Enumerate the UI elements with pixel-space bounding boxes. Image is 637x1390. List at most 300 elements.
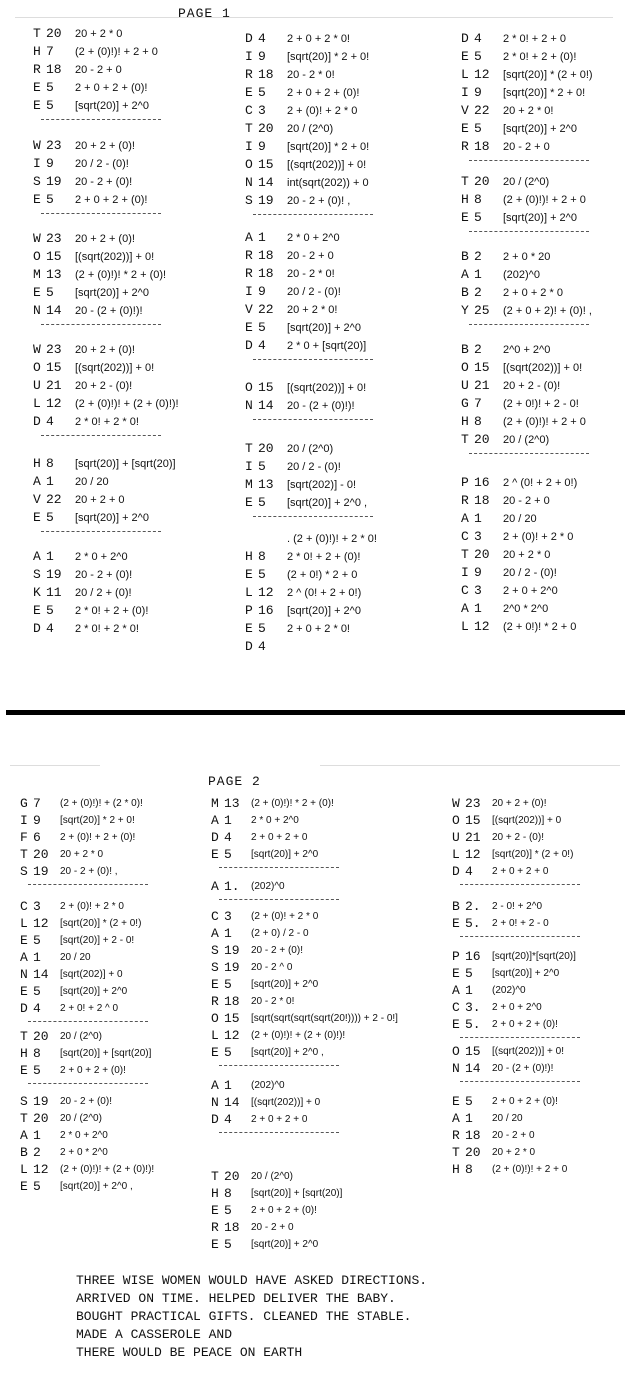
number: 5 bbox=[474, 49, 482, 64]
number: 1 bbox=[465, 1111, 473, 1126]
letter: E bbox=[452, 1094, 460, 1109]
number: 8 bbox=[46, 456, 54, 471]
number: 13 bbox=[46, 267, 62, 282]
number: 19 bbox=[224, 960, 240, 975]
expression: 2 * 0 + 2^0 bbox=[75, 551, 128, 563]
letter: D bbox=[33, 621, 41, 636]
letter: R bbox=[211, 994, 219, 1009]
number: 5 bbox=[33, 1179, 41, 1194]
number: 7 bbox=[33, 796, 41, 811]
page-two-title: PAGE 2 bbox=[208, 774, 261, 789]
number: 23 bbox=[465, 796, 481, 811]
separator bbox=[41, 324, 161, 325]
number: 22 bbox=[46, 492, 62, 507]
separator bbox=[219, 1065, 339, 1066]
expression: 20 / (2^0) bbox=[60, 1113, 102, 1124]
expression: 2 + 0 + 2 + (0)! bbox=[60, 1065, 126, 1076]
number: 4 bbox=[258, 639, 266, 654]
number: 5 bbox=[46, 98, 54, 113]
number: 9 bbox=[474, 565, 482, 580]
letter: E bbox=[245, 320, 253, 335]
number: 21 bbox=[46, 378, 62, 393]
letter: E bbox=[461, 210, 469, 225]
letter: T bbox=[20, 847, 28, 862]
letter: N bbox=[245, 398, 253, 413]
expression: 20 + 2 - (0)! bbox=[503, 380, 561, 392]
number: 1 bbox=[33, 950, 41, 965]
number: 19 bbox=[33, 1094, 49, 1109]
letter: I bbox=[33, 156, 41, 171]
expression: 20 / 2 - (0)! bbox=[287, 461, 341, 473]
number: 5 bbox=[224, 1203, 232, 1218]
letter: O bbox=[245, 157, 253, 172]
separator bbox=[41, 213, 161, 214]
number: 20 bbox=[474, 432, 490, 447]
expression: 20 / 20 bbox=[492, 1113, 523, 1124]
expression: 20 - (2 + (0)!)! bbox=[287, 400, 355, 412]
expression: 20 - 2 * 0! bbox=[287, 268, 335, 280]
expression: 20 - 2 + (0)! bbox=[75, 176, 133, 188]
number: 3 bbox=[224, 909, 232, 924]
letter: O bbox=[211, 1011, 219, 1026]
number: 12 bbox=[465, 847, 481, 862]
expression: 2 + 0 + 2 + (0)! bbox=[492, 1019, 558, 1030]
letter: G bbox=[20, 796, 28, 811]
letter: U bbox=[461, 378, 469, 393]
letter: E bbox=[20, 1179, 28, 1194]
letter: H bbox=[461, 192, 469, 207]
expression: (2 + (0)!)! + (2 + (0)!)! bbox=[60, 1164, 155, 1175]
expression: [sqrt(20)] + 2^0 bbox=[503, 123, 577, 135]
letter: I bbox=[20, 813, 28, 828]
expression: (2 + 0!)! * 2 + 0 bbox=[503, 621, 577, 633]
letter: R bbox=[211, 1220, 219, 1235]
separator bbox=[460, 1037, 580, 1038]
closing-line-1: THREE WISE WOMEN WOULD HAVE ASKED DIRECTIONS. bbox=[76, 1273, 428, 1288]
letter: O bbox=[245, 380, 253, 395]
number: 15 bbox=[46, 249, 62, 264]
expression: (2 + (0)!)! * 2 + (0)! bbox=[251, 798, 334, 809]
letter: H bbox=[20, 1046, 28, 1061]
closing-line-4: MADE A CASSEROLE AND bbox=[76, 1327, 233, 1342]
number: 7 bbox=[46, 44, 54, 59]
number: 5 bbox=[33, 933, 41, 948]
expression: (202)^0 bbox=[492, 985, 526, 996]
number: 20 bbox=[33, 847, 49, 862]
letter: D bbox=[461, 31, 469, 46]
letter: A bbox=[33, 549, 41, 564]
letter: K bbox=[33, 585, 41, 600]
expression: [sqrt(20)] + [sqrt(20)] bbox=[75, 458, 176, 470]
number: 20 bbox=[46, 26, 62, 41]
letter: L bbox=[461, 67, 469, 82]
closing-message bbox=[76, 1272, 427, 1362]
letter: C bbox=[461, 529, 469, 544]
expression: 2 + 0 + 2 * 0! bbox=[287, 623, 350, 635]
number: 1 bbox=[465, 983, 473, 998]
number: 1 bbox=[46, 474, 54, 489]
expression: 20 / (2^0) bbox=[503, 434, 550, 446]
letter: H bbox=[461, 414, 469, 429]
separator bbox=[28, 884, 148, 885]
expression: 20 + 2 * 0 bbox=[492, 1147, 536, 1158]
number: 1 bbox=[224, 813, 232, 828]
number: 3. bbox=[465, 1000, 481, 1015]
expression: 20 / 20 bbox=[503, 513, 537, 525]
expression: (2 + (0)! + 2 * 0 bbox=[251, 911, 319, 922]
number: 8 bbox=[474, 414, 482, 429]
letter: L bbox=[211, 1028, 219, 1043]
number: 2 bbox=[474, 249, 482, 264]
expression: 20 + 2 * 0 bbox=[503, 549, 551, 561]
expression: [sqrt(20)] + 2^0 bbox=[75, 512, 149, 524]
number: 18 bbox=[258, 67, 274, 82]
letter: I bbox=[245, 139, 253, 154]
expression: 20 / (2^0) bbox=[60, 1031, 102, 1042]
expression: 2 + (0)! + 2 + (0)! bbox=[60, 832, 136, 843]
separator bbox=[41, 435, 161, 436]
number: 5. bbox=[465, 1017, 481, 1032]
number: 9 bbox=[33, 813, 41, 828]
expression: 20 - 2 + 0 bbox=[492, 1130, 535, 1141]
letter: C bbox=[452, 1000, 460, 1015]
number: 4 bbox=[33, 1001, 41, 1016]
letter: W bbox=[33, 231, 41, 246]
number: 5 bbox=[33, 1063, 41, 1078]
expression: (2 + (0)!)! + 2 + 0 bbox=[503, 194, 586, 206]
expression: [sqrt(20)] + 2^0 bbox=[251, 979, 319, 990]
letter: I bbox=[245, 284, 253, 299]
expression: (2 + (0)!)! + (2 * 0)! bbox=[60, 798, 143, 809]
expression: [sqrt(20)] + 2^0 bbox=[75, 100, 149, 112]
separator bbox=[469, 231, 589, 232]
number: 18 bbox=[224, 994, 240, 1009]
expression: . (2 + (0)!)! + 2 * 0! bbox=[287, 533, 377, 545]
number: 20 bbox=[258, 121, 274, 136]
letter: E bbox=[33, 192, 41, 207]
expression: 2 ^ (0! + 2 + 0!) bbox=[287, 587, 362, 599]
letter: D bbox=[211, 1112, 219, 1127]
letter: W bbox=[452, 796, 460, 811]
letter: P bbox=[452, 949, 460, 964]
separator bbox=[28, 1083, 148, 1084]
number: 13 bbox=[258, 477, 274, 492]
letter: E bbox=[211, 847, 219, 862]
expression: [(sqrt(202))] + 0! bbox=[503, 362, 583, 374]
expression: 20 - (2 + (0)!)! bbox=[492, 1063, 554, 1074]
expression: [sqrt(20)] + 2^0 bbox=[60, 986, 128, 997]
expression: 2 + 0! + 2 ^ 0 bbox=[60, 1003, 119, 1014]
number: 20 bbox=[465, 1145, 481, 1160]
letter: E bbox=[20, 1063, 28, 1078]
letter: L bbox=[20, 1162, 28, 1177]
expression: 2 + 0 + 2 + (0)! bbox=[75, 82, 148, 94]
expression: 20 + 2 - (0)! bbox=[492, 832, 544, 843]
letter: E bbox=[33, 98, 41, 113]
number: 21 bbox=[474, 378, 490, 393]
number: 3 bbox=[474, 529, 482, 544]
letter: C bbox=[211, 909, 219, 924]
letter: A bbox=[245, 230, 253, 245]
expression: 20 - 2 + 0 bbox=[287, 250, 334, 262]
number: 5 bbox=[258, 85, 266, 100]
number: 14 bbox=[258, 398, 274, 413]
separator bbox=[41, 119, 161, 120]
expression: [sqrt(20)] + 2^0 bbox=[287, 605, 361, 617]
number: 18 bbox=[465, 1128, 481, 1143]
number: 5 bbox=[46, 285, 54, 300]
expression: 2 + (0)! + 2 * 0 bbox=[287, 105, 358, 117]
number: 13 bbox=[224, 796, 240, 811]
number: 12 bbox=[33, 1162, 49, 1177]
letter: L bbox=[452, 847, 460, 862]
letter: P bbox=[245, 603, 253, 618]
separator bbox=[41, 531, 161, 532]
letter: E bbox=[245, 495, 253, 510]
letter: C bbox=[20, 899, 28, 914]
expression: 20 / (2^0) bbox=[503, 176, 550, 188]
letter: N bbox=[20, 967, 28, 982]
separator bbox=[460, 1081, 580, 1082]
expression: [sqrt(20)] + 2 - 0! bbox=[60, 935, 135, 946]
number: 4 bbox=[46, 414, 54, 429]
expression: [sqrt(20)] * 2 + 0! bbox=[287, 51, 370, 63]
letter: E bbox=[245, 621, 253, 636]
letter: E bbox=[245, 567, 253, 582]
expression: [sqrt(20)]*[sqrt(20)] bbox=[492, 951, 576, 962]
letter: T bbox=[20, 1111, 28, 1126]
number: 5. bbox=[465, 916, 481, 931]
letter: V bbox=[245, 302, 253, 317]
expression: 20 - 2 * 0! bbox=[251, 996, 295, 1007]
letter: T bbox=[33, 26, 41, 41]
letter: E bbox=[33, 80, 41, 95]
separator bbox=[460, 884, 580, 885]
letter: A bbox=[452, 1111, 460, 1126]
letter: E bbox=[211, 977, 219, 992]
letter: E bbox=[211, 1045, 219, 1060]
expression: int(sqrt(202)) + 0 bbox=[287, 177, 369, 189]
number: 2 bbox=[474, 342, 482, 357]
number: 1 bbox=[46, 549, 54, 564]
expression: (2 + (0)!)! + 2 + 0 bbox=[492, 1164, 568, 1175]
number: 14 bbox=[33, 967, 49, 982]
number: 1 bbox=[258, 230, 266, 245]
number: 8 bbox=[465, 1162, 473, 1177]
page-divider bbox=[6, 710, 625, 715]
number: 5 bbox=[224, 1045, 232, 1060]
letter: N bbox=[211, 1095, 219, 1110]
number: 16 bbox=[474, 475, 490, 490]
expression: 2 * 0 + [sqrt(20)] bbox=[287, 340, 367, 352]
number: 5 bbox=[258, 320, 266, 335]
number: 11 bbox=[46, 585, 62, 600]
number: 23 bbox=[46, 231, 62, 246]
number: 1 bbox=[474, 511, 482, 526]
letter: L bbox=[245, 585, 253, 600]
expression: (2 + (0)!)! * 2 + (0)! bbox=[75, 269, 167, 281]
number: 15 bbox=[474, 360, 490, 375]
number: 20 bbox=[258, 441, 274, 456]
expression: 2 + 0 + 2 * 0 bbox=[503, 287, 563, 299]
number: 4 bbox=[258, 31, 266, 46]
letter: T bbox=[245, 121, 253, 136]
letter: A bbox=[452, 983, 460, 998]
expression: 20 / (2^0) bbox=[287, 123, 334, 135]
letter: E bbox=[20, 984, 28, 999]
letter: R bbox=[245, 248, 253, 263]
number: 9 bbox=[258, 284, 266, 299]
expression: [(sqrt(202))] + 0! bbox=[287, 159, 367, 171]
letter: N bbox=[33, 303, 41, 318]
separator bbox=[469, 324, 589, 325]
number: 8 bbox=[474, 192, 482, 207]
letter: E bbox=[33, 603, 41, 618]
expression: (202)^0 bbox=[503, 269, 540, 281]
expression: 20 - 2 + 0 bbox=[503, 495, 550, 507]
expression: 2 * 0 + 2^0 bbox=[287, 232, 340, 244]
number: 20 bbox=[33, 1029, 49, 1044]
expression: [sqrt(20)] + 2^0 bbox=[503, 212, 577, 224]
letter: A bbox=[211, 1078, 219, 1093]
number: 14 bbox=[258, 175, 274, 190]
letter: E bbox=[211, 1203, 219, 1218]
letter: D bbox=[211, 830, 219, 845]
number: 15 bbox=[46, 360, 62, 375]
expression: 2 + (0)! + 2 * 0 bbox=[60, 901, 124, 912]
separator bbox=[253, 214, 373, 215]
letter: T bbox=[461, 547, 469, 562]
letter: F bbox=[20, 830, 28, 845]
number: 1 bbox=[224, 926, 232, 941]
number: 4 bbox=[224, 1112, 232, 1127]
expression: (2 + 0!)! + 2 - 0! bbox=[503, 398, 579, 410]
letter: G bbox=[461, 396, 469, 411]
letter: D bbox=[20, 1001, 28, 1016]
expression: 20 - 2 + (0)! bbox=[251, 945, 303, 956]
separator bbox=[253, 359, 373, 360]
letter: S bbox=[33, 174, 41, 189]
expression: 2 + 0 + 2^0 bbox=[503, 585, 558, 597]
expression: [sqrt(202)] - 0! bbox=[287, 479, 357, 491]
expression: [sqrt(20)] * 2 + 0! bbox=[287, 141, 370, 153]
expression: 2 + 0 + 2 * 0! bbox=[287, 33, 350, 45]
letter: I bbox=[461, 85, 469, 100]
letter: N bbox=[245, 175, 253, 190]
letter: S bbox=[245, 193, 253, 208]
expression: [sqrt(202)] + 0 bbox=[60, 969, 123, 980]
separator bbox=[469, 453, 589, 454]
number: 5 bbox=[474, 210, 482, 225]
expression: 2 + 0 * 2^0 bbox=[60, 1147, 108, 1158]
expression: 2 + (0)! + 2 * 0 bbox=[503, 531, 574, 543]
expression: 20 + 2 + (0)! bbox=[492, 798, 547, 809]
number: 12 bbox=[474, 67, 490, 82]
number: 1 bbox=[33, 1128, 41, 1143]
expression: [sqrt(20)] * 2 + 0! bbox=[60, 815, 135, 826]
number: 14 bbox=[224, 1095, 240, 1110]
letter: O bbox=[452, 813, 460, 828]
letter: A bbox=[461, 601, 469, 616]
letter: E bbox=[452, 916, 460, 931]
number: 3 bbox=[474, 583, 482, 598]
letter: E bbox=[33, 510, 41, 525]
letter: E bbox=[452, 1017, 460, 1032]
letter: T bbox=[245, 441, 253, 456]
expression: 20 / 2 - (0)! bbox=[503, 567, 557, 579]
closing-line-3: BOUGHT PRACTICAL GIFTS. CLEANED THE STABLE. bbox=[76, 1309, 412, 1324]
letter: T bbox=[20, 1029, 28, 1044]
expression: (2 + 0 + 2)! + (0)! , bbox=[503, 305, 592, 317]
expression: 20 + 2 * 0 bbox=[60, 849, 104, 860]
expression: [(sqrt(202))] + 0! bbox=[492, 1046, 564, 1057]
number: 9 bbox=[258, 49, 266, 64]
number: 12 bbox=[224, 1028, 240, 1043]
expression: [sqrt(20)] * 2 + 0! bbox=[503, 87, 586, 99]
letter: M bbox=[245, 477, 253, 492]
expression: 2 * 0 + 2^0 bbox=[60, 1130, 108, 1141]
number: 5 bbox=[474, 121, 482, 136]
expression: 20 + 2 + 0 bbox=[75, 494, 125, 506]
expression: 2 + 0 + 2 + (0)! bbox=[75, 194, 148, 206]
expression: 20 / 20 bbox=[75, 476, 109, 488]
letter: W bbox=[33, 138, 41, 153]
expression: [sqrt(20)] + 2^0 bbox=[75, 287, 149, 299]
letter: C bbox=[245, 103, 253, 118]
expression: [sqrt(20)] + 2^0 , bbox=[287, 497, 368, 509]
letter: D bbox=[33, 414, 41, 429]
letter: O bbox=[452, 1044, 460, 1059]
number: 25 bbox=[474, 303, 490, 318]
letter: H bbox=[33, 44, 41, 59]
number: 5 bbox=[46, 603, 54, 618]
number: 5 bbox=[258, 495, 266, 510]
separator bbox=[469, 160, 589, 161]
expression: [sqrt(20)] + 2^0 bbox=[287, 322, 361, 334]
expression: 2^0 + 2^0 bbox=[503, 344, 551, 356]
separator bbox=[219, 1132, 339, 1133]
number: 21 bbox=[465, 830, 481, 845]
number: 19 bbox=[224, 943, 240, 958]
letter: I bbox=[461, 565, 469, 580]
letter: H bbox=[245, 549, 253, 564]
letter: S bbox=[33, 567, 41, 582]
number: 9 bbox=[258, 139, 266, 154]
number: 18 bbox=[474, 139, 490, 154]
letter: V bbox=[461, 103, 469, 118]
letter: V bbox=[33, 492, 41, 507]
number: 15 bbox=[465, 813, 481, 828]
expression: [sqrt(20)] + 2^0 bbox=[251, 849, 319, 860]
number: 18 bbox=[474, 493, 490, 508]
expression: [sqrt(20)] + [sqrt(20)] bbox=[60, 1048, 152, 1059]
letter: B bbox=[20, 1145, 28, 1160]
number: 5 bbox=[46, 80, 54, 95]
expression: [(sqrt(202))] + 0 bbox=[492, 815, 562, 826]
expression: [(sqrt(202))] + 0 bbox=[251, 1097, 321, 1108]
expression: 20 + 2 - (0)! bbox=[75, 380, 133, 392]
letter: T bbox=[461, 432, 469, 447]
number: 19 bbox=[46, 567, 62, 582]
separator bbox=[253, 516, 373, 517]
separator bbox=[253, 419, 373, 420]
letter: R bbox=[245, 266, 253, 281]
expression: 2 * 0! + 2 + (0)! bbox=[75, 605, 149, 617]
number: 2 bbox=[33, 1145, 41, 1160]
expression: 2 * 0! + 2 + (0)! bbox=[287, 551, 361, 563]
number: 15 bbox=[258, 380, 274, 395]
expression: [sqrt(20)] + 2^0 bbox=[492, 968, 560, 979]
